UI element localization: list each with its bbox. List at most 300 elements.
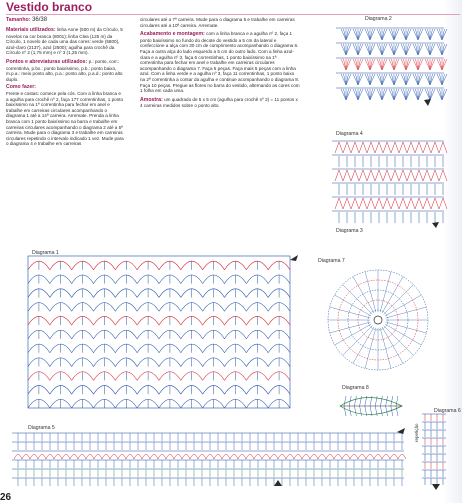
v-stitch	[375, 198, 383, 209]
motif-spoke	[353, 277, 374, 313]
shell-stitch	[425, 59, 430, 70]
size-value: 36/38	[32, 17, 48, 23]
motif-spoke	[343, 326, 373, 356]
shell-stitch	[430, 44, 433, 55]
shell-stitch	[404, 29, 407, 40]
shell-stitch	[377, 44, 382, 55]
band-arc	[206, 455, 214, 460]
diagram-6-strap	[420, 412, 450, 484]
motif-center-ring	[374, 316, 382, 324]
shell-stitch	[428, 44, 431, 55]
shell-stitch	[440, 29, 443, 40]
leaf-stitch	[354, 396, 356, 406]
shell-stitch	[358, 59, 363, 70]
shell-stitch	[353, 89, 358, 100]
shell-stitch	[406, 89, 411, 100]
shell-stitch	[401, 44, 406, 55]
shell-stitch	[377, 89, 382, 100]
v-stitch	[423, 142, 431, 153]
shell-stitch	[406, 89, 409, 100]
shell-stitch	[365, 74, 370, 85]
v-stitch	[351, 198, 359, 209]
leaf-stitch	[344, 406, 346, 416]
shell-stitch	[346, 89, 351, 100]
v-stitch	[439, 170, 447, 181]
motif-spoke	[384, 285, 414, 315]
shell-stitch	[406, 44, 411, 55]
band-arc	[278, 455, 286, 460]
shell-stitch	[394, 74, 399, 85]
band-arc	[270, 455, 278, 460]
shell-stitch	[437, 74, 442, 85]
shell-stitch	[370, 89, 375, 100]
shell-stitch	[404, 74, 407, 85]
v-stitch	[399, 142, 407, 153]
band-arc	[46, 455, 54, 460]
shell-stitch	[370, 29, 375, 40]
shell-stitch	[394, 59, 397, 70]
shell-stitch	[341, 74, 346, 85]
points-text: p.: ponto, corr.: correntinha, p.bx.: ponto baixíssimo, p.b.: ponto baixo, m.p.a.: meio ponto alto, p.a.: ponto alto, p.a.d.: ponto alto duplo.	[6, 58, 123, 82]
shell-stitch	[382, 59, 385, 70]
band-arc	[126, 455, 134, 460]
shell-stitch	[358, 29, 361, 40]
shell-stitch	[442, 29, 445, 40]
shell-stitch	[416, 44, 419, 55]
shell-stitch	[365, 29, 370, 40]
leaf-stitch	[396, 406, 398, 416]
v-stitch	[367, 198, 375, 209]
shell-stitch	[425, 74, 430, 85]
shell-stitch	[442, 44, 445, 55]
shell-stitch	[346, 44, 351, 55]
motif-spoke	[343, 285, 373, 315]
shell-stitch	[413, 29, 418, 40]
materials-heading: Materiais utilizados:	[6, 27, 56, 33]
shell-stitch	[392, 74, 395, 85]
band-arc	[166, 455, 174, 460]
shell-stitch	[341, 44, 346, 55]
shell-stitch	[430, 89, 435, 100]
diagram-4-label: Diagrama 4	[336, 131, 363, 137]
v-stitch	[343, 142, 351, 153]
shell-stitch	[382, 89, 387, 100]
shell-stitch	[418, 89, 421, 100]
arrow-icon	[290, 255, 298, 261]
band-arc	[374, 455, 382, 460]
band-arc	[134, 455, 142, 460]
page-number: 26	[0, 492, 12, 503]
shell-stitch	[392, 44, 395, 55]
shell-stitch	[368, 74, 371, 85]
band-arc	[214, 455, 222, 460]
diagram-2-chart	[336, 22, 448, 107]
shell-stitch	[382, 89, 385, 100]
sample-heading: Amostra:	[140, 96, 163, 103]
v-stitch	[343, 170, 351, 181]
v-stitch	[367, 142, 375, 153]
shell-stitch	[346, 29, 349, 40]
shell-stitch	[358, 59, 361, 70]
shell-stitch	[370, 89, 373, 100]
motif-spoke	[365, 328, 376, 369]
diagram-8-label: Diagrama 8	[342, 385, 369, 391]
leaf-stitch	[360, 396, 362, 406]
band-arc	[118, 455, 126, 460]
shell-stitch	[382, 29, 385, 40]
shell-stitch	[341, 29, 346, 40]
shell-stitch	[428, 74, 431, 85]
shell-stitch	[401, 89, 406, 100]
shell-stitch	[392, 29, 395, 40]
shell-stitch	[358, 74, 361, 85]
motif-spoke	[353, 327, 374, 363]
shell-stitch	[353, 74, 358, 85]
leaf-stitch	[380, 406, 382, 416]
v-stitch	[383, 170, 391, 181]
shell-stitch	[353, 44, 358, 55]
v-stitch	[423, 170, 431, 181]
band-arc	[390, 455, 398, 460]
band-arc	[286, 455, 294, 460]
materials-section	[6, 27, 124, 56]
shell-stitch	[356, 29, 359, 40]
shell-stitch	[442, 29, 447, 40]
v-stitch	[407, 198, 415, 209]
shell-stitch	[356, 89, 359, 100]
band-arc	[294, 455, 302, 460]
band-arc	[190, 455, 198, 460]
shell-stitch	[382, 29, 387, 40]
diagram-1-frame	[28, 256, 290, 408]
shell-stitch	[418, 59, 421, 70]
shell-stitch	[358, 89, 361, 100]
shell-stitch	[401, 59, 406, 70]
v-stitch	[335, 142, 343, 153]
shell-stitch	[442, 74, 447, 85]
shell-stitch	[413, 59, 418, 70]
motif-spoke	[382, 327, 403, 363]
shell-stitch	[370, 44, 373, 55]
shell-stitch	[430, 29, 435, 40]
shell-stitch	[346, 59, 349, 70]
shell-stitch	[344, 44, 347, 55]
repeat-label: repetição	[414, 423, 419, 442]
how-text: Frente e costas: comece pela cós. Com a linha branca e a agulha para crochê nº 2, faça 177 correntinhas, 1 ponto baixíssimo na 1ª correntinha para fechar em anel e trabalhe em carreiras circulares acompanhando o diagrama 1 até a 14ª carreira. Arremate. Prenda a linha branca com 1 ponto baixíssimo na barra e trabalhe em carreiras circulares acompanhando o diagrama 2 até a 5ª carreira. Mude para o diagrama 3 e trabalhe em carreiras circulares repetindo o intervalo indicado 1 vez. Mude para o diagrama 4 e trabalhe em carreiras	[6, 90, 124, 147]
shell-stitch	[370, 29, 373, 40]
shell-stitch	[380, 74, 383, 85]
v-stitch	[391, 142, 399, 153]
band-arc	[382, 455, 390, 460]
arrow-icon	[424, 99, 431, 106]
diagram-8-leaf	[338, 391, 406, 421]
v-stitch	[351, 170, 359, 181]
v-stitch	[343, 198, 351, 209]
shell-stitch	[418, 59, 423, 70]
v-stitch	[391, 170, 399, 181]
band-arc	[38, 455, 46, 460]
shell-stitch	[358, 44, 363, 55]
shell-stitch	[430, 74, 433, 85]
diagram-7-label: Diagrama 7	[318, 258, 345, 264]
shell-stitch	[413, 89, 418, 100]
motif-spoke	[335, 295, 371, 316]
page-title: Vestido branco	[6, 0, 93, 14]
shell-stitch	[406, 59, 411, 70]
shell-stitch	[370, 59, 373, 70]
shell-stitch	[416, 74, 419, 85]
shell-stitch	[392, 59, 395, 70]
shell-stitch	[418, 74, 421, 85]
finishing-section	[140, 31, 300, 94]
leaf-stitch	[380, 396, 382, 406]
band-arc	[326, 455, 334, 460]
shell-stitch	[394, 89, 399, 100]
shell-stitch	[382, 44, 385, 55]
band-arc	[102, 455, 110, 460]
shell-stitch	[430, 59, 433, 70]
shell-stitch	[392, 89, 395, 100]
shell-stitch	[430, 74, 435, 85]
how-section	[6, 85, 124, 147]
shell-stitch	[425, 29, 430, 40]
leaf-stitch	[344, 396, 346, 406]
shell-stitch	[346, 44, 349, 55]
shell-stitch	[418, 44, 421, 55]
v-stitch	[367, 170, 375, 181]
band-arc	[246, 455, 254, 460]
band-arc	[198, 455, 206, 460]
v-stitch	[431, 170, 439, 181]
shell-stitch	[356, 59, 359, 70]
shell-stitch	[425, 89, 430, 100]
motif-spoke	[385, 324, 421, 345]
band-arc	[150, 455, 158, 460]
v-stitch	[407, 170, 415, 181]
shell-stitch	[380, 44, 383, 55]
v-stitch	[399, 198, 407, 209]
shell-stitch	[344, 29, 347, 40]
shell-stitch	[437, 59, 442, 70]
shell-stitch	[406, 29, 409, 40]
v-stitch	[359, 170, 367, 181]
diagram-7-motif	[324, 266, 432, 374]
shell-stitch	[430, 89, 433, 100]
shell-stitch	[377, 59, 382, 70]
band-arc	[14, 455, 22, 460]
shell-stitch	[413, 74, 418, 85]
shell-stitch	[440, 44, 443, 55]
shell-stitch	[440, 74, 443, 85]
sample-text: um quadrado de 5 x 5 cm (agulha para crochê nº 2) = 11 pontos x 4 carreiras medidos sobre o ponto alto.	[140, 96, 298, 109]
shell-stitch	[368, 89, 371, 100]
band-arc	[318, 455, 326, 460]
shell-stitch	[442, 59, 447, 70]
v-stitch	[335, 170, 343, 181]
shell-stitch	[404, 59, 407, 70]
how-heading: Como fazer:	[6, 84, 36, 91]
shell-stitch	[404, 44, 407, 55]
shell-stitch	[389, 89, 394, 100]
shell-stitch	[353, 59, 358, 70]
shell-stitch	[406, 74, 409, 85]
title-rule	[6, 14, 460, 15]
diagram-4-chart	[332, 137, 448, 229]
v-stitch	[391, 198, 399, 209]
shell-stitch	[442, 74, 445, 85]
shell-stitch	[370, 74, 375, 85]
diagram-5-label: Diagrama 5	[28, 425, 55, 431]
v-stitch	[399, 170, 407, 181]
band-arc	[86, 455, 94, 460]
shell-stitch	[353, 29, 358, 40]
diagram-2-label: Diagrama 2	[365, 16, 392, 22]
shell-stitch	[368, 29, 371, 40]
shell-stitch	[394, 44, 399, 55]
shell-stitch	[365, 44, 370, 55]
band-arc	[174, 455, 182, 460]
shell-stitch	[382, 59, 387, 70]
v-stitch	[359, 142, 367, 153]
shell-stitch	[418, 44, 423, 55]
v-stitch	[431, 142, 439, 153]
band-arc	[142, 455, 150, 460]
diagram-5-chart	[12, 430, 412, 490]
shell-stitch	[368, 59, 371, 70]
v-stitch	[359, 198, 367, 209]
v-stitch	[383, 198, 391, 209]
band-arc	[78, 455, 86, 460]
v-stitch	[415, 170, 423, 181]
v-stitch	[335, 198, 343, 209]
band-arc	[230, 455, 238, 460]
shell-stitch	[418, 89, 423, 100]
band-arc	[110, 455, 118, 460]
shell-stitch	[442, 89, 445, 100]
shell-stitch	[341, 59, 346, 70]
band-arc	[334, 455, 342, 460]
shell-stitch	[416, 89, 419, 100]
shell-stitch	[389, 59, 394, 70]
shell-stitch	[344, 59, 347, 70]
shell-stitch	[356, 74, 359, 85]
shell-stitch	[389, 44, 394, 55]
diagram-1-chart	[28, 256, 298, 416]
shell-stitch	[404, 89, 407, 100]
sample-section	[140, 97, 300, 109]
shell-stitch	[358, 74, 363, 85]
shell-stitch	[394, 59, 399, 70]
finishing-heading: Acabamento e montagem:	[140, 31, 205, 38]
shell-stitch	[365, 59, 370, 70]
v-stitch	[415, 142, 423, 153]
shell-stitch	[377, 29, 382, 40]
v-stitch	[415, 198, 423, 209]
band-arc	[358, 455, 366, 460]
shell-stitch	[346, 59, 351, 70]
band-arc	[262, 455, 270, 460]
shell-stitch	[358, 44, 361, 55]
diagram-6-label: Diagrama 6	[434, 408, 461, 414]
leaf-stitch	[360, 406, 362, 416]
shell-stitch	[413, 44, 418, 55]
shell-stitch	[437, 44, 442, 55]
shell-stitch	[346, 29, 351, 40]
shell-stitch	[430, 29, 433, 40]
shell-stitch	[389, 74, 394, 85]
leaf-stitch	[386, 406, 388, 416]
shell-stitch	[418, 29, 421, 40]
shell-stitch	[356, 44, 359, 55]
text-column-2	[140, 17, 300, 109]
band-arc	[182, 455, 190, 460]
v-stitch	[423, 198, 431, 209]
shell-stitch	[382, 74, 385, 85]
band-arc	[366, 455, 374, 460]
shell-stitch	[377, 74, 382, 85]
diagram-3-label: Diagrama 3	[336, 228, 363, 234]
points-heading: Pontos e abreviaturas utilizados:	[6, 58, 88, 65]
size-line	[6, 17, 47, 23]
shell-stitch	[430, 59, 435, 70]
shell-stitch	[358, 29, 363, 40]
shell-stitch	[389, 29, 394, 40]
shell-stitch	[418, 74, 423, 85]
band-arc	[342, 455, 350, 460]
v-stitch	[351, 142, 359, 153]
shell-stitch	[382, 74, 387, 85]
shell-stitch	[370, 74, 373, 85]
materials-text: linha Anne (500 m) da Círculo, 5 novelos na cor branca (8001); linha Clea (125 m) da Círculo, 1 novelo de cada uma das cores: verde (5800), azul-claro (2137), azul (2500); agulha para crochê da Círculo nº 2 (1,75 mm) e nº 3 (1,25 mm).	[6, 27, 123, 56]
shell-stitch	[368, 44, 371, 55]
shell-stitch	[442, 89, 447, 100]
shell-stitch	[370, 44, 375, 55]
shell-stitch	[442, 44, 447, 55]
motif-spoke	[335, 324, 371, 345]
band-arc	[398, 455, 406, 460]
arrow-icon	[274, 480, 282, 486]
band-arc	[54, 455, 62, 460]
shell-stitch	[437, 89, 442, 100]
shell-stitch	[341, 89, 346, 100]
diagram-1-label: Diagrama 1	[32, 250, 59, 256]
shell-stitch	[380, 29, 383, 40]
v-stitch	[431, 198, 439, 209]
size-label: Tamanho:	[6, 17, 31, 23]
band-arc	[254, 455, 262, 460]
shell-stitch	[418, 29, 423, 40]
band-arc	[302, 455, 310, 460]
band-arc	[350, 455, 358, 460]
band-arc	[238, 455, 246, 460]
shell-stitch	[370, 59, 375, 70]
arrow-icon	[432, 484, 440, 490]
motif-spoke	[382, 277, 403, 313]
shell-stitch	[365, 89, 370, 100]
band-arc	[222, 455, 230, 460]
shell-stitch	[382, 44, 387, 55]
v-stitch	[375, 142, 383, 153]
shell-stitch	[394, 29, 397, 40]
shell-stitch	[380, 89, 383, 100]
text-column-1	[6, 27, 124, 147]
v-stitch	[407, 142, 415, 153]
shell-stitch	[406, 59, 409, 70]
shell-stitch	[401, 74, 406, 85]
shell-stitch	[346, 89, 349, 100]
shell-stitch	[440, 89, 443, 100]
continuation-text: circulares até a 7ª carreira. Mude para o diagrama 5 e trabalhe em carreiras circulares até a 10ª carreira. Arremate.	[140, 17, 295, 28]
